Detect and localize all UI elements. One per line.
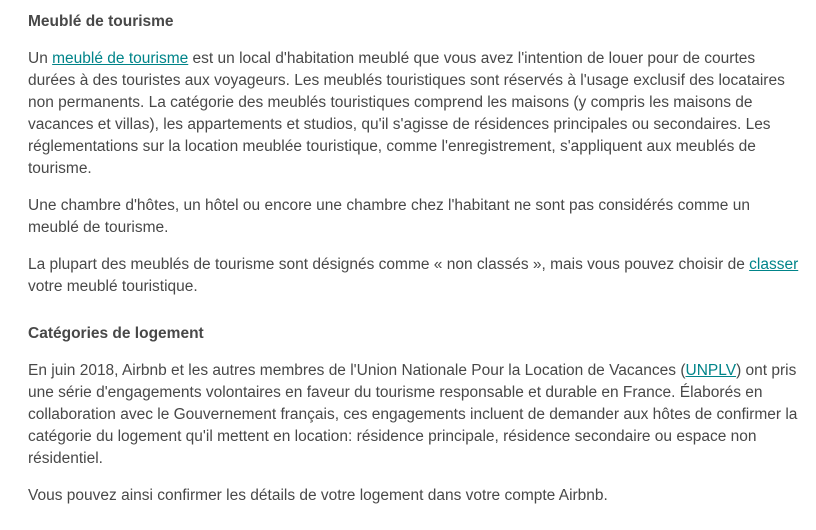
link-classer[interactable]: classer bbox=[749, 256, 799, 273]
paragraph-text: est un local d'habitation meublé que vous avez l'intention de louer pour de courtes durées à des touristes aux voyageurs. Les meublés touristiques sont réservés à l'usage exclusif des locataires non permanents. La catégorie des meublés touristiques comprend les maisons (y compris les maisons de vacances et villas), les appartements et studios, qu'il s'agisse de résidences principales ou secondaires. Les réglementations sur la location meublée touristique, comme l'enregistrement, s'appliquent aux meublés de tourisme. bbox=[28, 50, 785, 177]
link-unplv[interactable]: UNPLV bbox=[685, 362, 737, 379]
paragraph-text: La plupart des meublés de tourisme sont désignés comme « non classés », mais vous pouvez choisir de bbox=[28, 256, 750, 273]
paragraph-text: votre meublé touristique. bbox=[28, 278, 198, 295]
paragraph-definition bbox=[28, 48, 803, 180]
paragraph-text: ) ont pris une série d'engagements volontaires en faveur du tourisme responsable et durable en France. Élaborés en collaboration avec le Gouvernement français, ces engagements incluent de demander aux hôtes de confirmer la catégorie du logement qu'il mettent en location: résidence principale, résidence secondaire ou espace non résidentiel. bbox=[28, 362, 798, 467]
section-heading-categories-de-logement: Catégories de logement bbox=[28, 325, 204, 342]
paragraph-engagements bbox=[28, 360, 803, 470]
link-meuble-de-tourisme[interactable]: meublé de tourisme bbox=[52, 50, 189, 67]
paragraph-confirmation: Vous pouvez ainsi confirmer les détails de votre logement dans votre compte Airbnb. bbox=[28, 487, 608, 504]
paragraph-text: En juin 2018, Airbnb et les autres membres de l'Union Nationale Pour la Location de Vacances ( bbox=[28, 362, 686, 379]
paragraph-text: Un bbox=[28, 50, 53, 67]
paragraph-classement bbox=[28, 254, 803, 298]
paragraph-exclusions: Une chambre d'hôtes, un hôtel ou encore une chambre chez l'habitant ne sont pas considérés comme un meublé de tourisme. bbox=[28, 197, 750, 236]
section-heading-meuble-de-tourisme: Meublé de tourisme bbox=[28, 13, 174, 30]
